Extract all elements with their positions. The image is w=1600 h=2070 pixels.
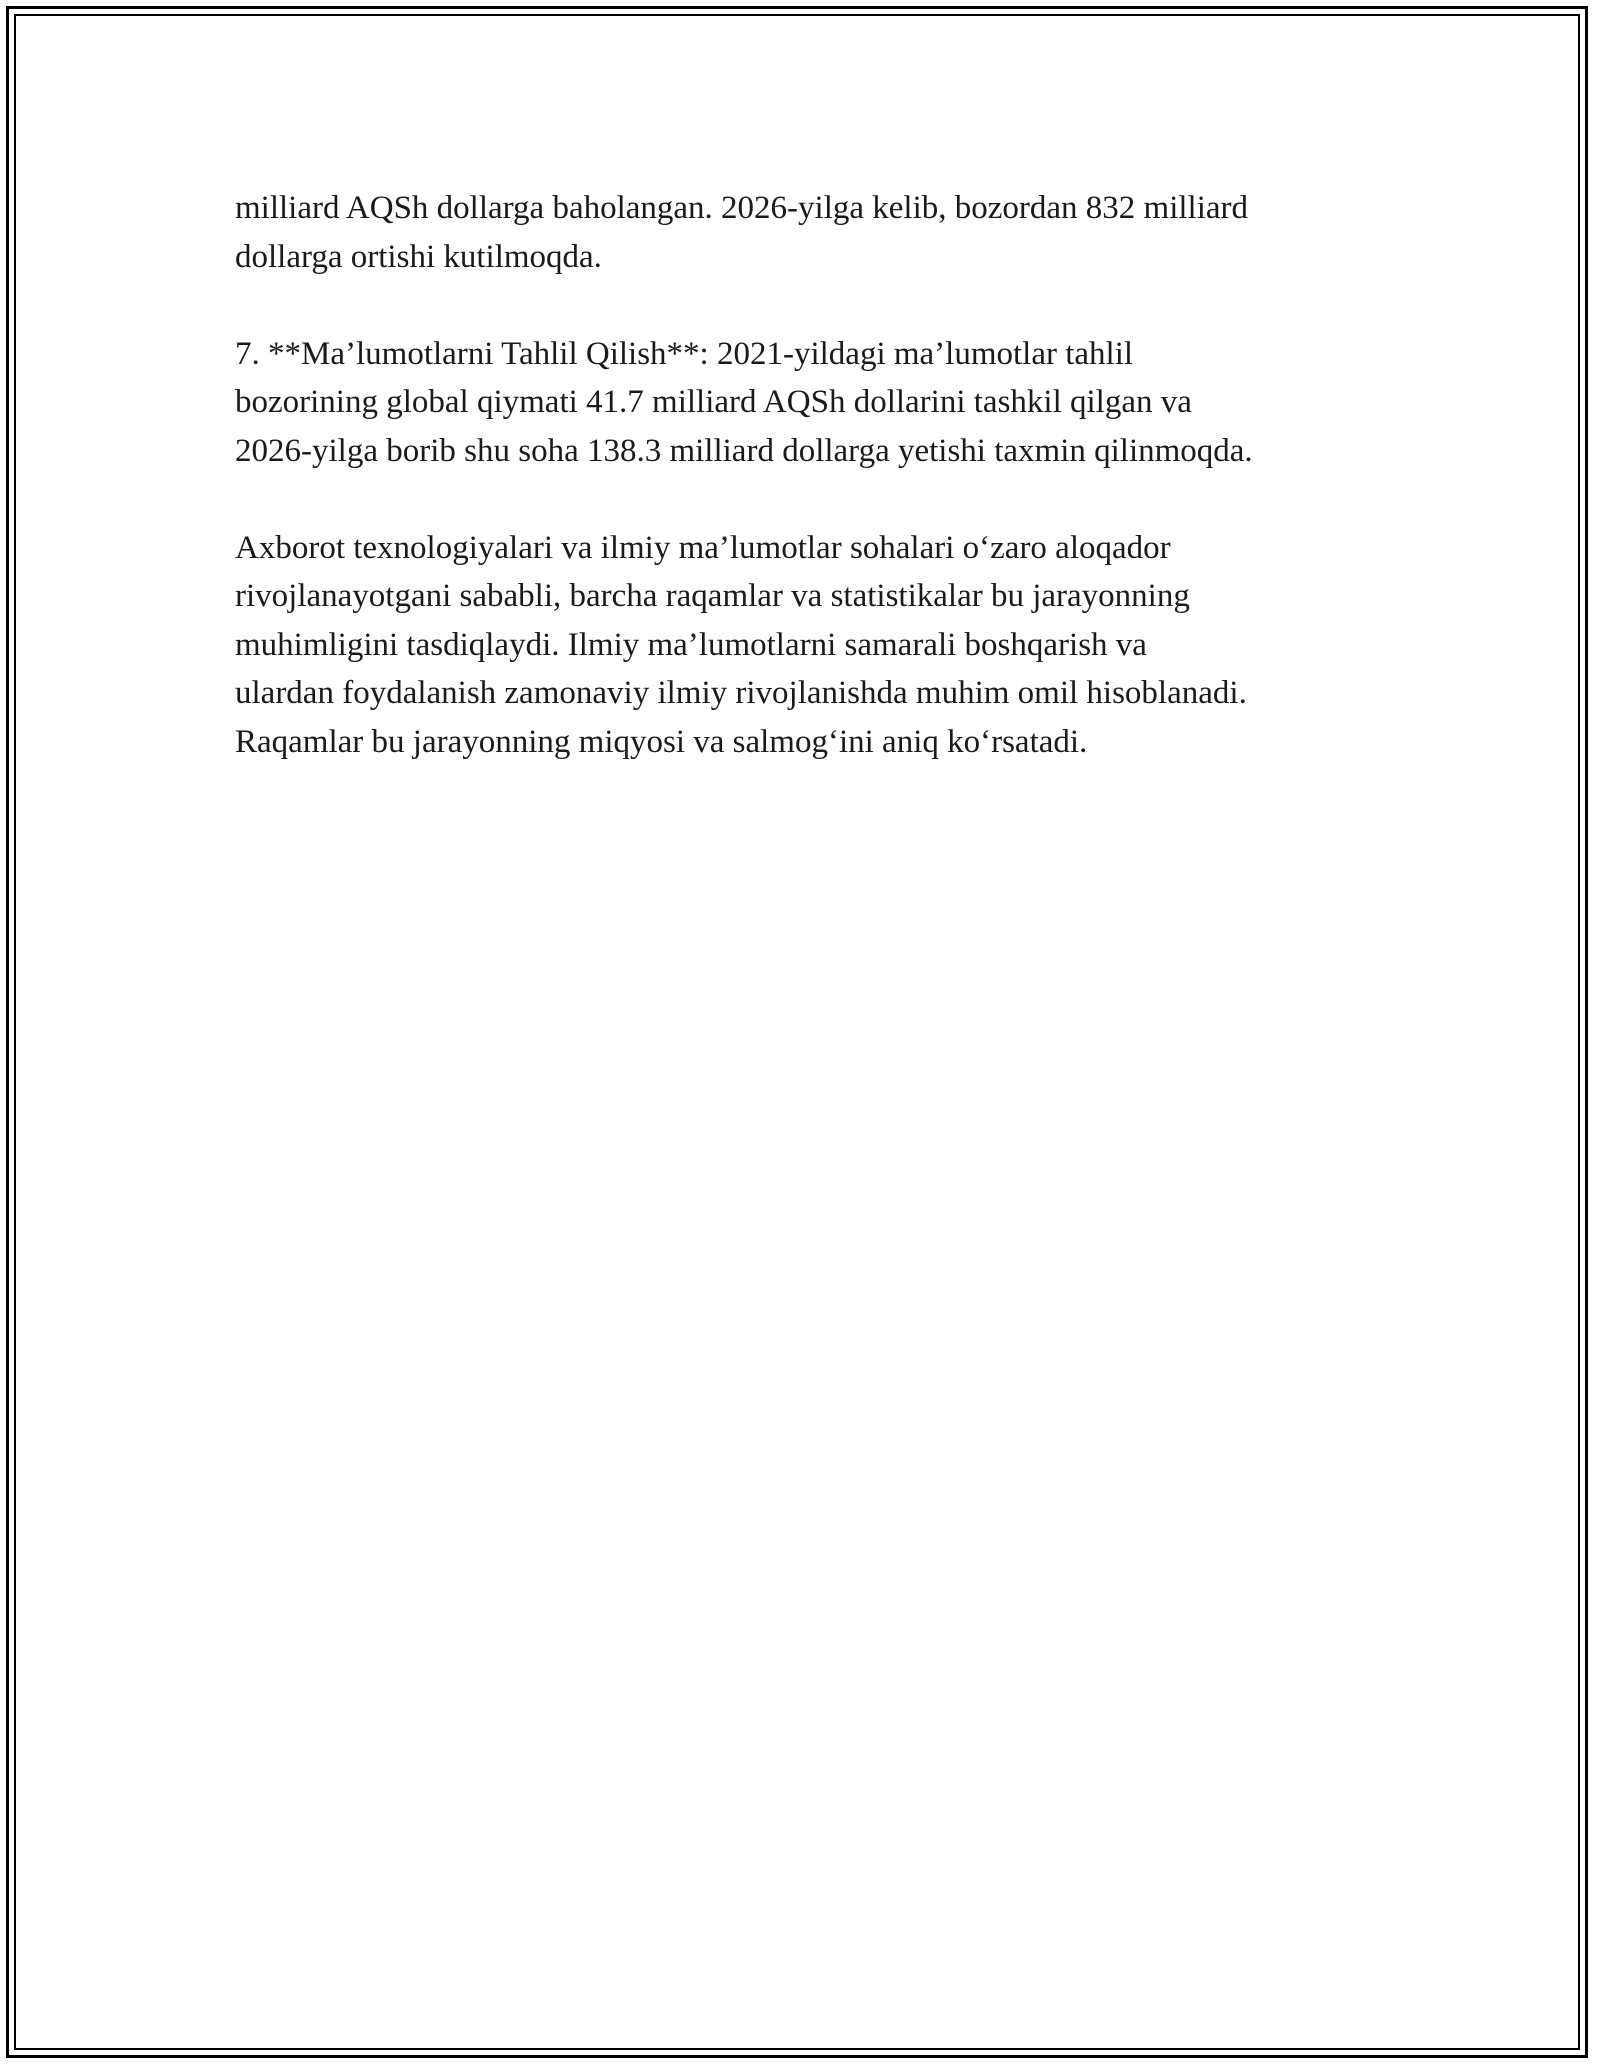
text-line: 7. **Ma’lumotlarni Tahlil Qilish**: 2021-yildagi ma’lumotlar tahlil bbox=[235, 335, 1134, 372]
paragraph-data-analysis bbox=[235, 330, 1415, 476]
text-line: rivojlanayotgani sababli, barcha raqamlar va statistikalar bu jarayonning bbox=[235, 578, 1190, 614]
text-line: Raqamlar bu jarayonning miqyosi va salmog‘ini aniq ko‘rsatadi. bbox=[235, 723, 1088, 760]
text-line: bozorining global qiymati 41.7 milliard AQSh dollarini tashkil qilgan va bbox=[235, 384, 1192, 420]
paragraph-conclusion bbox=[235, 524, 1415, 767]
text-line: milliard AQSh dollarga baholangan. 2026-yilga kelib, bozordan 832 milliard bbox=[235, 190, 1249, 226]
paragraph-market-forecast bbox=[235, 184, 1415, 281]
document-body bbox=[235, 184, 1415, 815]
text-line: Axborot texnologiyalari va ilmiy ma’lumotlar sohalari o‘zaro aloqador bbox=[235, 529, 1171, 566]
text-line: muhimligini tasdiqlaydi. Ilmiy ma’lumotlarni samarali boshqarish va bbox=[235, 626, 1147, 663]
text-line: dollarga ortishi kutilmoqda. bbox=[235, 238, 602, 275]
text-line: ulardan foydalanish zamonaviy ilmiy rivojlanishda muhim omil hisoblanadi. bbox=[235, 675, 1247, 711]
text-line: 2026-yilga borib shu soha 138.3 milliard dollarga yetishi taxmin qilinmoqda. bbox=[235, 432, 1253, 469]
